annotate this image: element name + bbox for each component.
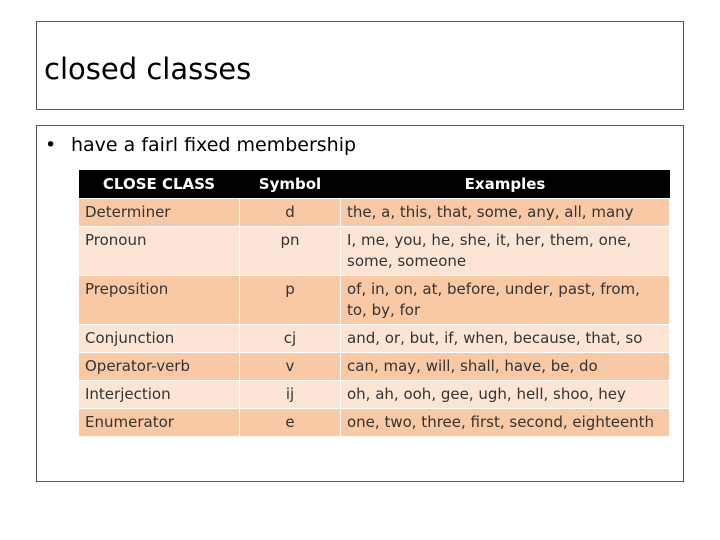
closed-class-table [78,170,670,437]
content-box [36,125,684,482]
table-row [79,325,670,353]
table-row [79,353,670,381]
cell-class: Operator-verb [79,353,240,381]
cell-class: Interjection [79,381,240,409]
cell-class: Preposition [79,276,240,325]
cell-symbol: p [240,276,341,325]
bullet-text: have a fairl fixed membership [71,134,357,156]
header-symbol: Symbol [240,170,341,199]
header-examples: Examples [341,170,670,199]
table-row [79,227,670,276]
table-header-row [79,170,670,199]
slide-title: closed classes [44,52,252,86]
cell-class: Pronoun [79,227,240,276]
cell-examples: oh, ah, ooh, gee, ugh, hell, shoo, hey [341,381,670,409]
cell-class: Determiner [79,199,240,227]
header-close-class: CLOSE CLASS [79,170,240,199]
table-row [79,199,670,227]
table-row [79,276,670,325]
cell-symbol: v [240,353,341,381]
table-row [79,381,670,409]
cell-examples: one, two, three, first, second, eighteenth [341,409,670,437]
cell-symbol: cj [240,325,341,353]
bullet-icon: • [45,134,57,156]
table-row [79,409,670,437]
title-box [36,21,684,110]
cell-class: Enumerator [79,409,240,437]
cell-symbol: d [240,199,341,227]
cell-symbol: ij [240,381,341,409]
cell-class: Conjunction [79,325,240,353]
bullet-item [45,134,356,156]
cell-symbol: pn [240,227,341,276]
cell-examples: of, in, on, at, before, under, past, from, to, by, for [341,276,670,325]
cell-examples: and, or, but, if, when, because, that, so [341,325,670,353]
cell-examples: the, a, this, that, some, any, all, many [341,199,670,227]
cell-examples: can, may, will, shall, have, be, do [341,353,670,381]
cell-examples: I, me, you, he, she, it, her, them, one, some, someone [341,227,670,276]
cell-symbol: e [240,409,341,437]
